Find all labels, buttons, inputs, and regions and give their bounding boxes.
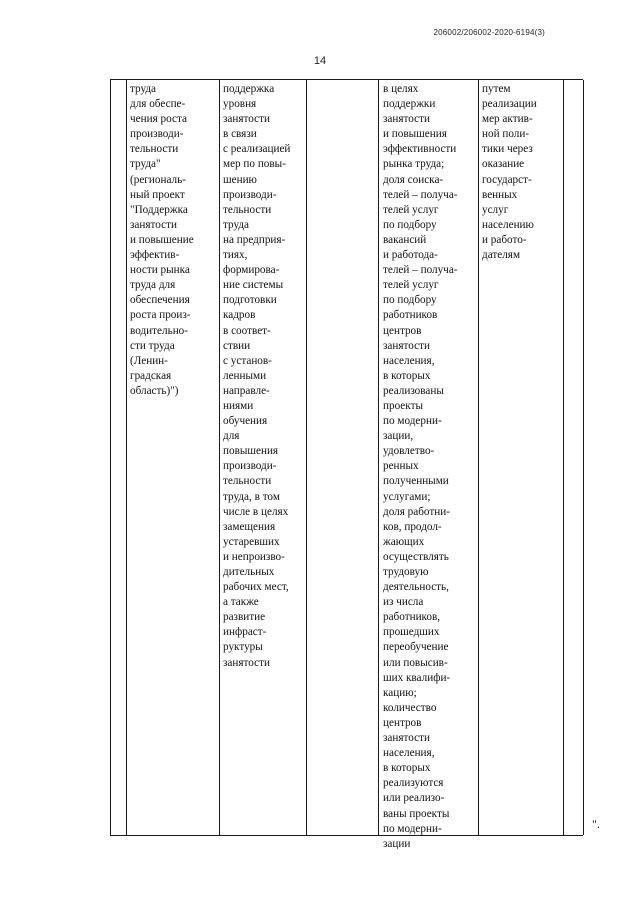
table-divider [219, 80, 220, 835]
table-border-right [583, 80, 584, 835]
table-divider [478, 80, 479, 835]
table-divider [378, 80, 379, 835]
table-border-left [110, 80, 111, 835]
document-id: 206002/206002-2020-6194(3) [433, 28, 545, 37]
table-cell-indicators: в целях поддержки занятости и повышения эффективности рынка труда; доля соиска- телей – получа- телей услуг по подбору вакансий и работода- телей – получа- телей услуг по подбору работников центров занятости населения, в которых реализованы проекты по модерни- зации, удовлетво- ренных полученными услугами; доля работни- ков, продол- жающих осуществлять трудовую деятельность, из числа работников, прошедших переобучение или повысив- ших квалифи- кацию; количество центров занятости населения, в которых реализуются или реализо- ваны проекты по модерни- зации [383, 83, 458, 850]
closing-quote-mark: ". [592, 817, 600, 831]
table-divider [126, 80, 127, 835]
table-divider [306, 80, 307, 835]
table-cell-description: поддержка уровня занятости в связи с реализацией мер по повы- шению производи- тельности труда на предприя- тиях, формирова- ние системы подготовки кадров в соответ- ствии с установ- ленными направле- ниями обучения для повышения производи- тельности труда, в том числе в целях замещения устаревших и непроизво- дительных рабочих мест, а также развитие инфраст- руктуры занятости [223, 83, 291, 669]
table-cell-project-name: труда для обеспе- чения роста производи- тельности труда" (региональ- ный проект "Поддержка занятости и повышение эффектив- ности рынка труда для обеспечения роста произ- водительно- сти труда (Ленин- градская область)") [130, 83, 194, 397]
table-cell-method: путем реализации мер актив- ной поли- тики через оказание государст- венных услуг населению и работо- дателям [482, 83, 537, 262]
table-divider [563, 80, 564, 835]
program-table [110, 79, 583, 850]
page-number: 14 [313, 55, 327, 67]
